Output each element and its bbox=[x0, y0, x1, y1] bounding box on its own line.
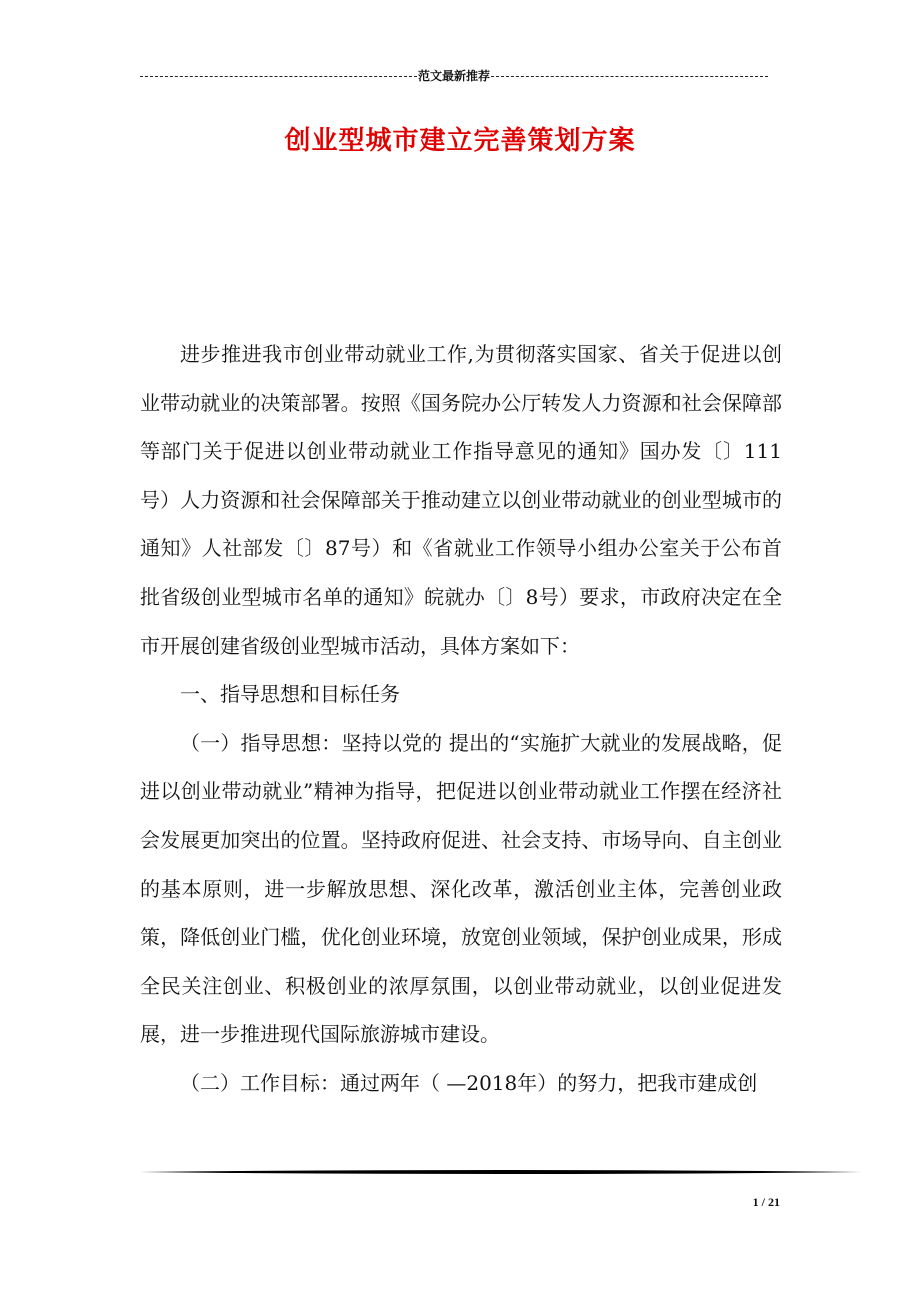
header-label: 范文最新推荐 bbox=[418, 68, 491, 83]
paragraph-intro: 进步推进我市创业带动就业工作,为贯彻落实国家、省关于促进以创业带动就业的决策部署。按照《国务院办公厅转发人力资源和社会保障部等部门关于促进以创业带动就业工作指导意见的通知》国办发〔〕111号）人力资源和社会保障部关于推动建立以创业带动就业的创业型城市的通知》人社部发〔〕87号）和《省就业工作领导小组办公室关于公布首批省级创业型城市名单的通知》皖就办〔〕8号）要求，市政府决定在全市开展创建省级创业型城市活动，具体方案如下： bbox=[140, 342, 782, 658]
document-title: 创业型城市建立完善策划方案 bbox=[284, 126, 636, 156]
header-dashes-right bbox=[491, 76, 768, 77]
paragraph-guiding-thought: （一）指导思想：坚持以党的 提出的“实施扩大就业的发展战略，促进以创业带动就业”精神为指导，把促进以创业带动就业工作摆在经济社会发展更加突出的位置。坚持政府促进、社会支持、市场导向、自主创业的基本原则，进一步解放思想、深化改革，激活创业主体，完善创业政策，降低创业门槛，优化创业环境，放宽创业领域，保护创业成果，形成全民关注创业、积极创业的浓厚氛围，以创业带动就业，以创业促进发展，进一步推进现代国际旅游城市建设。 bbox=[140, 730, 782, 1047]
document-body bbox=[140, 330, 782, 1108]
footer-divider bbox=[140, 1169, 862, 1175]
page-number: 1 / 21 bbox=[752, 1195, 780, 1209]
header-dashes-left bbox=[140, 76, 417, 77]
page-header bbox=[140, 66, 768, 84]
section-heading: 一、指导思想和目标任务 bbox=[180, 682, 400, 707]
paragraph-work-goal: （二）工作目标：通过两年（ —2018年）的努力，把我市建成创 bbox=[180, 1070, 758, 1095]
